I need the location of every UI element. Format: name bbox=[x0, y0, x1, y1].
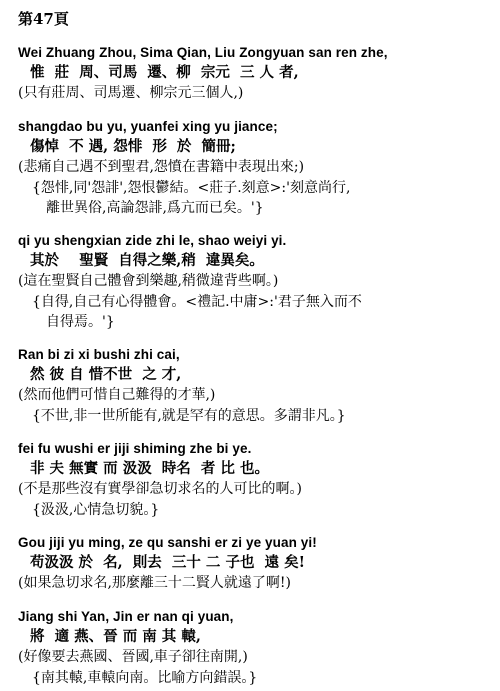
passage-block bbox=[18, 439, 492, 520]
annotation-note bbox=[18, 406, 492, 426]
hanzi-line: 苟汲汲 於 名, 則去 三十 二 子也 遠 矣! bbox=[30, 554, 305, 571]
hanzi-line: 傷悼 不 遇, 怨悱 形 於 簡冊; bbox=[30, 138, 236, 155]
pinyin-line: fei fu wushi er jiji shiming zhe bi ye. bbox=[18, 441, 252, 456]
passage-block bbox=[18, 345, 492, 426]
translation-line: (只有莊周、司馬遷、柳宗元三個人,) bbox=[18, 85, 244, 101]
passage-block bbox=[18, 533, 492, 594]
pinyin-line: Ran bi zi xi bushi zhi cai, bbox=[18, 347, 180, 362]
translation-line: (不是那些沒有實學卻急切求名的人可比的啊。) bbox=[18, 481, 302, 497]
annotation-note bbox=[18, 668, 492, 688]
annotation-note bbox=[18, 178, 492, 218]
annotation-line: {自得,自己有心得體會。<禮記.中庸>:'君子無入而不 bbox=[32, 294, 362, 310]
pinyin-line: Jiang shi Yan, Jin er nan qi yuan, bbox=[18, 609, 234, 624]
annotation-note bbox=[18, 500, 492, 520]
translation-line: (悲痛自己遇不到聖君,怨憤在書籍中表現出來;) bbox=[18, 159, 305, 175]
passage-list bbox=[18, 43, 492, 688]
translation-line: (好像要去燕國、晉國,車子卻往南開,) bbox=[18, 649, 248, 665]
hanzi-line: 將 適 燕、晉 而 南 其 轅, bbox=[30, 628, 201, 645]
annotation-line: {怨悱,同'怨誹',怨恨鬱結。<莊子.刻意>:'刻意尚行, bbox=[32, 180, 351, 196]
annotation-line: {南其轅,車轅向南。比喻方向錯誤。} bbox=[32, 670, 258, 686]
translation-line: (這在聖賢自己體會到樂趣,稍微違背些啊。) bbox=[18, 273, 279, 289]
annotation-note bbox=[18, 292, 492, 332]
passage-block bbox=[18, 607, 492, 688]
passage-block bbox=[18, 43, 492, 104]
pinyin-line: qi yu shengxian zide zhi le, shao weiyi yi. bbox=[18, 233, 287, 248]
pinyin-line: shangdao bu yu, yuanfei xing yu jiance; bbox=[18, 119, 278, 134]
pinyin-line: Gou jiji yu ming, ze qu sanshi er zi ye yuan yi! bbox=[18, 535, 317, 550]
passage-block bbox=[18, 231, 492, 332]
passage-block bbox=[18, 117, 492, 218]
hanzi-line: 惟 莊 周、司馬 遷、柳 宗元 三 人 者, bbox=[30, 64, 299, 81]
hanzi-line: 然 彼 自 惜不世 之 才, bbox=[30, 366, 182, 383]
page-number: 第47頁 bbox=[18, 10, 69, 28]
hanzi-line: 非 夫 無實 而 汲汲 時名 者 比 也。 bbox=[30, 460, 269, 477]
annotation-line: {不世,非一世所能有,就是罕有的意思。多謂非凡。} bbox=[32, 408, 346, 424]
translation-line: (如果急切求名,那麼離三十二賢人就遠了啊!) bbox=[18, 575, 291, 591]
annotation-line: 離世異俗,高論怨誹,爲亢而已矣。'} bbox=[46, 200, 264, 216]
annotation-line: {汲汲,心情急切貌。} bbox=[32, 502, 160, 518]
pinyin-line: Wei Zhuang Zhou, Sima Qian, Liu Zongyuan san ren zhe, bbox=[18, 45, 388, 60]
hanzi-line: 其於 聖賢 自得之樂,稍 違異矣。 bbox=[30, 252, 264, 269]
translation-line: (然而他們可惜自己難得的才華,) bbox=[18, 387, 216, 403]
annotation-line: 自得焉。'} bbox=[46, 314, 115, 330]
